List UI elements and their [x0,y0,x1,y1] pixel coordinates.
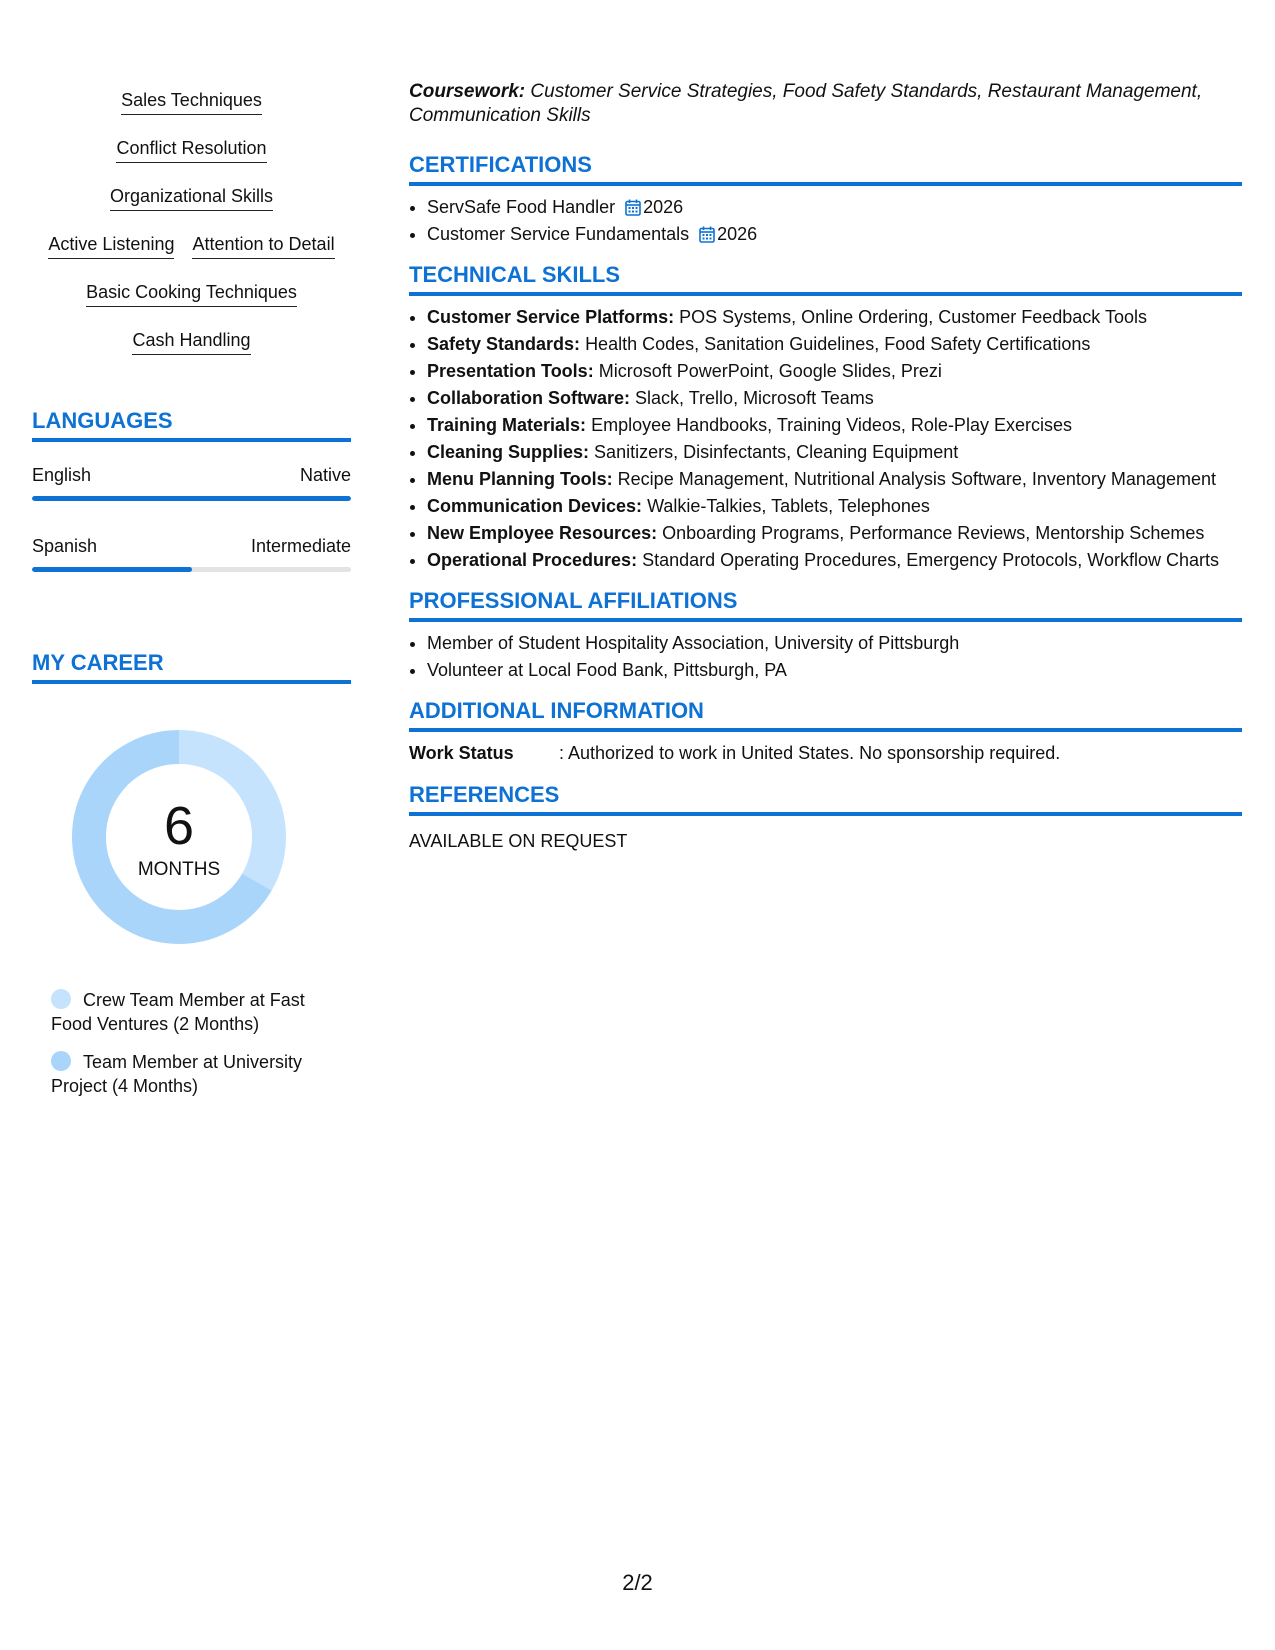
technical-skills-section [409,262,1242,574]
skill-item: Basic Cooking Techniques [86,274,297,307]
section-divider [409,292,1242,296]
section-divider [409,618,1242,622]
technical-skill-text: Walkie-Talkies, Tablets, Telephones [647,496,930,516]
skill-item: Active Listening [48,226,174,259]
technical-skill-text: Employee Handbooks, Training Videos, Role-Play Exercises [591,415,1072,435]
career-donut-chart [66,724,292,950]
language-item [32,464,351,501]
main-content [409,80,1242,852]
languages-section [32,408,351,572]
technical-skill-item [427,331,1242,358]
technical-skill-label: Presentation Tools: [427,361,594,381]
skill-item: Conflict Resolution [116,130,266,163]
coursework [409,80,1242,128]
section-divider [409,182,1242,186]
technical-skill-label: Customer Service Platforms: [427,307,675,327]
coursework-label: Coursework: [409,81,526,102]
affiliations-title: PROFESSIONAL AFFILIATIONS [409,588,738,613]
technical-skill-item [427,466,1242,493]
legend-item [51,988,341,1036]
section-divider [409,728,1242,732]
certification-year: 2026 [717,224,758,244]
language-level: Intermediate [250,536,351,556]
technical-skill-text: Recipe Management, Nutritional Analysis Software, Inventory Management [617,469,1216,489]
language-name: English [32,465,92,485]
certifications-list [409,194,1242,248]
technical-skill-label: Menu Planning Tools: [427,469,613,489]
language-item [32,535,351,572]
technical-skill-label: Operational Procedures: [427,550,638,570]
section-divider [32,438,351,442]
language-bar [32,496,351,501]
affiliations-section [409,588,1242,684]
skill-item: Sales Techniques [121,82,262,115]
sidebar [32,82,351,1112]
certification-item [427,221,1242,248]
technical-skill-item [427,547,1242,574]
technical-skill-item [427,412,1242,439]
skill-item: Cash Handling [132,322,250,355]
technical-skill-text: Onboarding Programs, Performance Reviews, Mentorship Schemes [662,523,1205,543]
technical-skill-item [427,385,1242,412]
additional-info-section [409,698,1242,764]
language-bar [32,567,351,572]
technical-skill-item [427,520,1242,547]
technical-skill-item [427,493,1242,520]
technical-skill-text: Slack, Trello, Microsoft Teams [635,388,874,408]
affiliation-item: • Member of Student Hospitality Association, University of Pittsburgh [427,630,1242,657]
language-bar-fill [32,567,192,572]
calendar-icon [699,226,715,243]
career-title: MY CAREER [32,650,164,675]
technical-skill-label: Training Materials: [427,415,587,435]
technical-skill-item [427,439,1242,466]
career-total-value: 6 [163,796,195,856]
career-legend [51,988,341,1098]
legend-label: Crew Team Member at Fast Food Ventures (2 Months) [51,990,305,1034]
certification-item [427,194,1242,221]
language-bar-fill [32,496,351,501]
section-divider [32,680,351,684]
skills-list [32,82,351,370]
certification-year: 2026 [643,197,684,217]
technical-skill-item [427,304,1242,331]
technical-skill-text: Sanitizers, Disinfectants, Cleaning Equipment [594,442,959,462]
language-level: Native [299,465,351,485]
work-status-label: Work Status [409,743,514,763]
legend-label: Team Member at University Project (4 Months) [51,1052,303,1096]
additional-info-title: ADDITIONAL INFORMATION [409,698,704,723]
technical-skill-text: POS Systems, Online Ordering, Customer Feedback Tools [679,307,1147,327]
work-status-row [409,742,1242,764]
work-status-value: : Authorized to work in United States. No sponsorship required. [559,743,1061,763]
languages-title: LANGUAGES [32,408,173,433]
legend-dot [51,989,71,1009]
career-total-unit: MONTHS [137,859,221,880]
certification-name: Customer Service Fundamentals [427,224,690,244]
language-name: Spanish [32,536,98,556]
technical-skill-label: Collaboration Software: [427,388,631,408]
coursework-text: Customer Service Strategies, Food Safety Standards, Restaurant Management, Communication Skills [409,81,1203,126]
technical-skill-item [427,358,1242,385]
technical-skill-text: Health Codes, Sanitation Guidelines, Food Safety Certifications [585,334,1091,354]
technical-skills-list [409,304,1242,574]
certifications-section [409,152,1242,248]
certification-name: ServSafe Food Handler [427,197,616,217]
legend-item [51,1050,341,1098]
references-section [409,782,1242,852]
certifications-title: CERTIFICATIONS [409,152,592,177]
page-number: 2/2 [622,1570,653,1595]
technical-skills-title: TECHNICAL SKILLS [409,262,621,287]
skill-item: Organizational Skills [110,178,273,211]
references-text: AVAILABLE ON REQUEST [409,831,628,851]
section-divider [409,812,1242,816]
references-title: REFERENCES [409,782,560,807]
technical-skill-label: Safety Standards: [427,334,581,354]
technical-skill-text: Standard Operating Procedures, Emergency Protocols, Workflow Charts [642,550,1220,570]
calendar-icon [625,199,641,216]
affiliation-item: • Volunteer at Local Food Bank, Pittsburgh, PA [427,657,1242,684]
technical-skill-label: Communication Devices: [427,496,643,516]
affiliations-list [409,630,1242,684]
legend-dot [51,1051,71,1071]
technical-skill-text: Microsoft PowerPoint, Google Slides, Prezi [598,361,942,381]
technical-skill-label: New Employee Resources: [427,523,658,543]
technical-skill-label: Cleaning Supplies: [427,442,590,462]
career-section [32,650,351,1098]
skill-item: Attention to Detail [192,226,334,259]
